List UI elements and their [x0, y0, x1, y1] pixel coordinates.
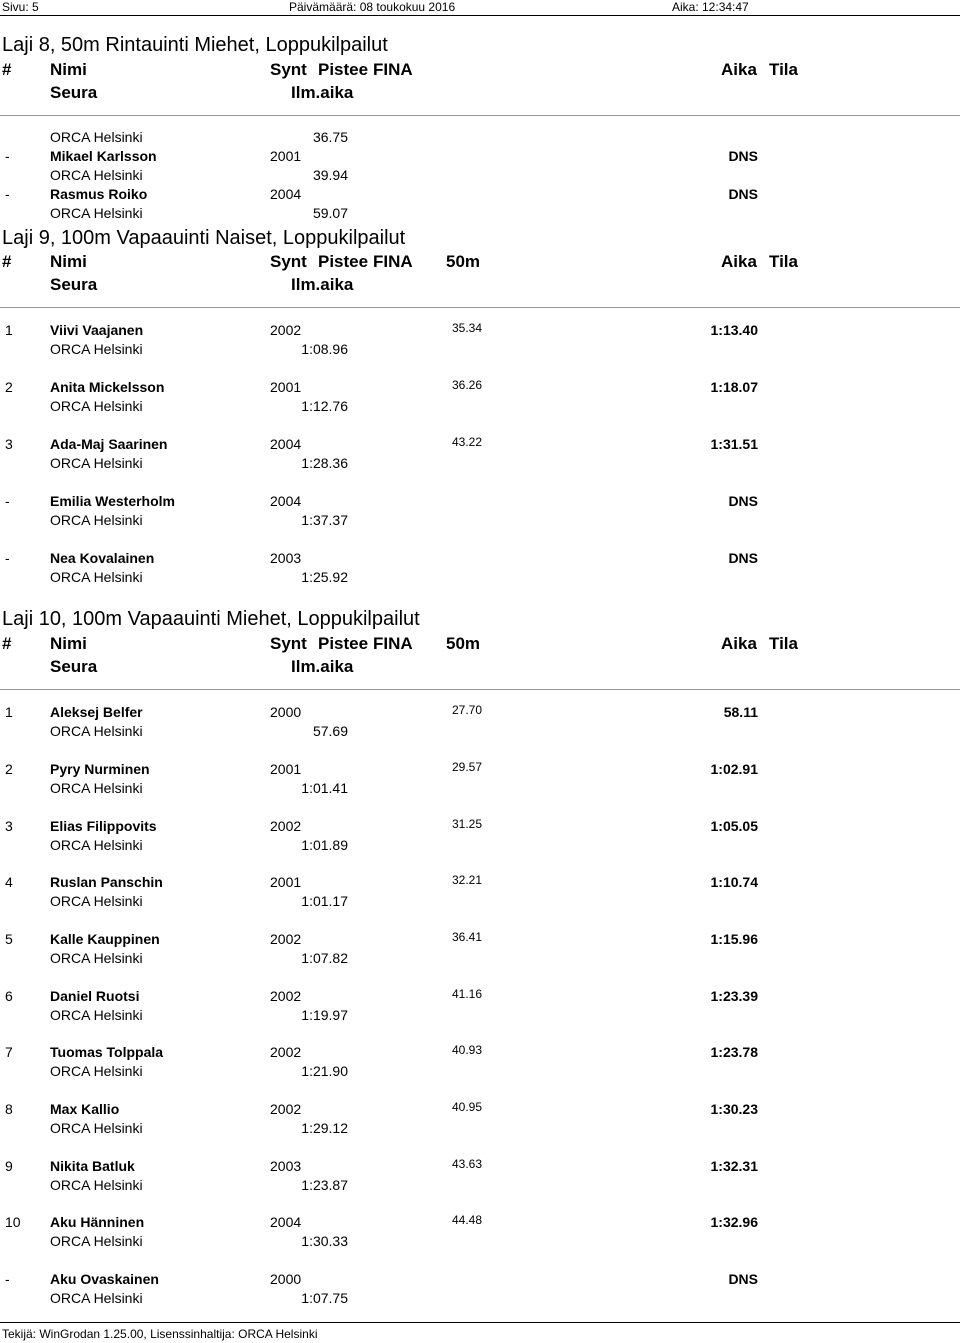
- club-name: ORCA Helsinki: [50, 341, 143, 357]
- final-time: 1:05.05: [710, 818, 758, 834]
- split-time: 43.22: [452, 435, 483, 449]
- final-time: 1:23.39: [710, 988, 758, 1004]
- col-entry-header: Ilm.aika: [291, 275, 354, 294]
- final-time: 1:15.96: [710, 931, 758, 947]
- col-name-header: Nimi: [50, 252, 87, 271]
- col-synt-header: Synt: [270, 634, 307, 653]
- col-time-header: Aika: [721, 60, 757, 79]
- rank: 4: [5, 874, 13, 890]
- event-title: Laji 10, 100m Vapaauinti Miehet, Loppukilpailut: [2, 608, 420, 630]
- entry-time: 1:08.96: [301, 341, 348, 357]
- split-time: 40.95: [452, 1100, 483, 1114]
- birth-year: 2001: [270, 761, 302, 777]
- swimmer-name: Mikael Karlsson: [50, 148, 157, 164]
- rank: 9: [5, 1158, 13, 1174]
- final-time: DNS: [728, 550, 758, 566]
- final-time: DNS: [728, 186, 758, 202]
- page-footer: Tekijä: WinGrodan 1.25.00, Lisenssinhaltija: ORCA Helsinki: [2, 1327, 318, 1341]
- col-club-header: Seura: [50, 275, 98, 294]
- col-name-header: Nimi: [50, 60, 87, 79]
- rank: -: [5, 186, 10, 202]
- header-divider: [0, 15, 960, 16]
- club-name: ORCA Helsinki: [50, 1063, 143, 1079]
- entry-time: 1:01.41: [301, 780, 348, 796]
- col-points-header: Pistee: [318, 60, 369, 79]
- birth-year: 2004: [270, 186, 302, 202]
- rank: 1: [5, 704, 13, 720]
- birth-year: 2002: [270, 931, 302, 947]
- rank: 6: [5, 988, 13, 1004]
- swimmer-name: Ada-Maj Saarinen: [50, 436, 168, 452]
- col-status-header: Tila: [769, 634, 798, 653]
- entry-time: 1:28.36: [301, 455, 348, 471]
- col-club-header: Seura: [50, 83, 98, 102]
- split-time: 27.70: [452, 703, 483, 717]
- final-time: 1:30.23: [710, 1101, 758, 1117]
- split-time: 36.41: [452, 930, 483, 944]
- swimmer-name: Aleksej Belfer: [50, 704, 143, 720]
- entry-time: 1:01.17: [301, 893, 348, 909]
- split-time: 35.34: [452, 321, 483, 335]
- final-time: 58.11: [723, 704, 758, 720]
- birth-year: 2003: [270, 550, 302, 566]
- split-time: 32.21: [452, 873, 483, 887]
- entry-time: 1:29.12: [301, 1120, 348, 1136]
- birth-year: 2002: [270, 1101, 302, 1117]
- final-time: 1:31.51: [710, 436, 758, 452]
- header-divider: [0, 689, 960, 690]
- final-time: DNS: [728, 493, 758, 509]
- birth-year: 2001: [270, 148, 302, 164]
- col-entry-header: Ilm.aika: [291, 657, 354, 676]
- col-synt-header: Synt: [270, 60, 307, 79]
- final-time: 1:10.74: [710, 874, 758, 890]
- swimmer-name: Nea Kovalainen: [50, 550, 155, 566]
- swimmer-name: Ruslan Panschin: [50, 874, 163, 890]
- club-name: ORCA Helsinki: [50, 837, 143, 853]
- birth-year: 2002: [270, 322, 302, 338]
- final-time: 1:32.31: [710, 1158, 758, 1174]
- rank: 2: [5, 379, 13, 395]
- club-name: ORCA Helsinki: [50, 1290, 143, 1306]
- birth-year: 2004: [270, 436, 302, 452]
- entry-time: 1:07.82: [301, 950, 348, 966]
- birth-year: 2003: [270, 1158, 302, 1174]
- col-rank-header: #: [2, 634, 12, 653]
- club-name: ORCA Helsinki: [50, 893, 143, 909]
- birth-year: 2001: [270, 874, 302, 890]
- final-time: 1:18.07: [710, 379, 758, 395]
- rank: 3: [5, 818, 13, 834]
- swimmer-name: Elias Filippovits: [50, 818, 157, 834]
- final-time: DNS: [728, 1271, 758, 1287]
- club-name: ORCA Helsinki: [50, 205, 143, 221]
- rank: -: [5, 493, 10, 509]
- rank: -: [5, 1271, 10, 1287]
- birth-year: 2004: [270, 1214, 302, 1230]
- entry-time: 1:25.92: [301, 569, 348, 585]
- entry-time: 57.69: [312, 723, 348, 739]
- club-name: ORCA Helsinki: [50, 1120, 143, 1136]
- birth-year: 2002: [270, 818, 302, 834]
- birth-year: 2004: [270, 493, 302, 509]
- final-time: DNS: [728, 148, 758, 164]
- swimmer-name: Nikita Batluk: [50, 1158, 135, 1174]
- header-divider: [0, 115, 960, 116]
- birth-year: 2001: [270, 379, 302, 395]
- entry-time: 36.75: [312, 129, 348, 145]
- col-club-header: Seura: [50, 657, 98, 676]
- swimmer-name: Anita Mickelsson: [50, 379, 165, 395]
- col-time-header: Aika: [721, 634, 757, 653]
- col-split-header: 50m: [446, 252, 481, 271]
- col-name-header: Nimi: [50, 634, 87, 653]
- swimmer-name: Daniel Ruotsi: [50, 988, 140, 1004]
- entry-time: 1:37.37: [301, 512, 348, 528]
- col-fina-header: FINA: [373, 634, 413, 653]
- final-time: 1:13.40: [710, 322, 758, 338]
- print-date: Päivämäärä: 08 toukokuu 2016: [289, 0, 456, 14]
- split-time: 41.16: [452, 987, 483, 1001]
- col-points-header: Pistee: [318, 634, 369, 653]
- col-fina-header: FINA: [373, 252, 413, 271]
- col-entry-header: Ilm.aika: [291, 83, 354, 102]
- club-name: ORCA Helsinki: [50, 780, 143, 796]
- rank: 8: [5, 1101, 13, 1117]
- swimmer-name: Emilia Westerholm: [50, 493, 176, 509]
- split-time: 29.57: [452, 760, 483, 774]
- birth-year: 2002: [270, 988, 302, 1004]
- swimmer-name: Pyry Nurminen: [50, 761, 150, 777]
- col-synt-header: Synt: [270, 252, 307, 271]
- col-split-header: 50m: [446, 634, 481, 653]
- club-name: ORCA Helsinki: [50, 950, 143, 966]
- split-time: 43.63: [452, 1157, 483, 1171]
- birth-year: 2000: [270, 704, 302, 720]
- col-fina-header: FINA: [373, 60, 413, 79]
- col-rank-header: #: [2, 252, 12, 271]
- rank: 1: [5, 322, 13, 338]
- rank: 3: [5, 436, 13, 452]
- event-title: Laji 9, 100m Vapaauinti Naiset, Loppukilpailut: [2, 227, 406, 249]
- club-name: ORCA Helsinki: [50, 398, 143, 414]
- birth-year: 2000: [270, 1271, 302, 1287]
- club-name: ORCA Helsinki: [50, 129, 143, 145]
- split-time: 31.25: [452, 817, 483, 831]
- rank: 7: [5, 1044, 13, 1060]
- split-time: 36.26: [452, 378, 483, 392]
- swimmer-name: Kalle Kauppinen: [50, 931, 160, 947]
- split-time: 44.48: [452, 1213, 483, 1227]
- col-status-header: Tila: [769, 252, 798, 271]
- club-name: ORCA Helsinki: [50, 569, 143, 585]
- print-time: Aika: 12:34:47: [672, 0, 749, 14]
- entry-time: 1:19.97: [301, 1007, 348, 1023]
- club-name: ORCA Helsinki: [50, 1177, 143, 1193]
- final-time: 1:23.78: [710, 1044, 758, 1060]
- rank: 10: [5, 1214, 21, 1230]
- club-name: ORCA Helsinki: [50, 455, 143, 471]
- swimmer-name: Aku Hänninen: [50, 1214, 145, 1230]
- entry-time: 59.07: [312, 205, 348, 221]
- club-name: ORCA Helsinki: [50, 1007, 143, 1023]
- entry-time: 1:30.33: [301, 1233, 348, 1249]
- entry-time: 1:01.89: [301, 837, 348, 853]
- rank: -: [5, 148, 10, 164]
- swimmer-name: Tuomas Tolppala: [50, 1044, 164, 1060]
- swimmer-name: Rasmus Roiko: [50, 186, 148, 202]
- page-number: Sivu: 5: [2, 0, 39, 14]
- swimmer-name: Max Kallio: [50, 1101, 120, 1117]
- entry-time: 1:23.87: [301, 1177, 348, 1193]
- page-header: [0, 0, 960, 14]
- split-time: 40.93: [452, 1043, 483, 1057]
- entry-time: 39.94: [312, 167, 348, 183]
- swimmer-name: Aku Ovaskainen: [50, 1271, 159, 1287]
- col-status-header: Tila: [769, 60, 798, 79]
- col-points-header: Pistee: [318, 252, 369, 271]
- col-time-header: Aika: [721, 252, 757, 271]
- birth-year: 2002: [270, 1044, 302, 1060]
- rank: -: [5, 550, 10, 566]
- footer-divider: [0, 1322, 960, 1323]
- event-title: Laji 8, 50m Rintauinti Miehet, Loppukilpailut: [2, 34, 388, 56]
- club-name: ORCA Helsinki: [50, 1233, 143, 1249]
- col-rank-header: #: [2, 60, 12, 79]
- entry-time: 1:21.90: [301, 1063, 348, 1079]
- entry-time: 1:12.76: [301, 398, 348, 414]
- final-time: 1:32.96: [710, 1214, 758, 1230]
- rank: 2: [5, 761, 13, 777]
- club-name: ORCA Helsinki: [50, 512, 143, 528]
- swimmer-name: Viivi Vaajanen: [50, 322, 144, 338]
- club-name: ORCA Helsinki: [50, 167, 143, 183]
- entry-time: 1:07.75: [301, 1290, 348, 1306]
- rank: 5: [5, 931, 13, 947]
- final-time: 1:02.91: [710, 761, 758, 777]
- header-divider: [0, 307, 960, 308]
- club-name: ORCA Helsinki: [50, 723, 143, 739]
